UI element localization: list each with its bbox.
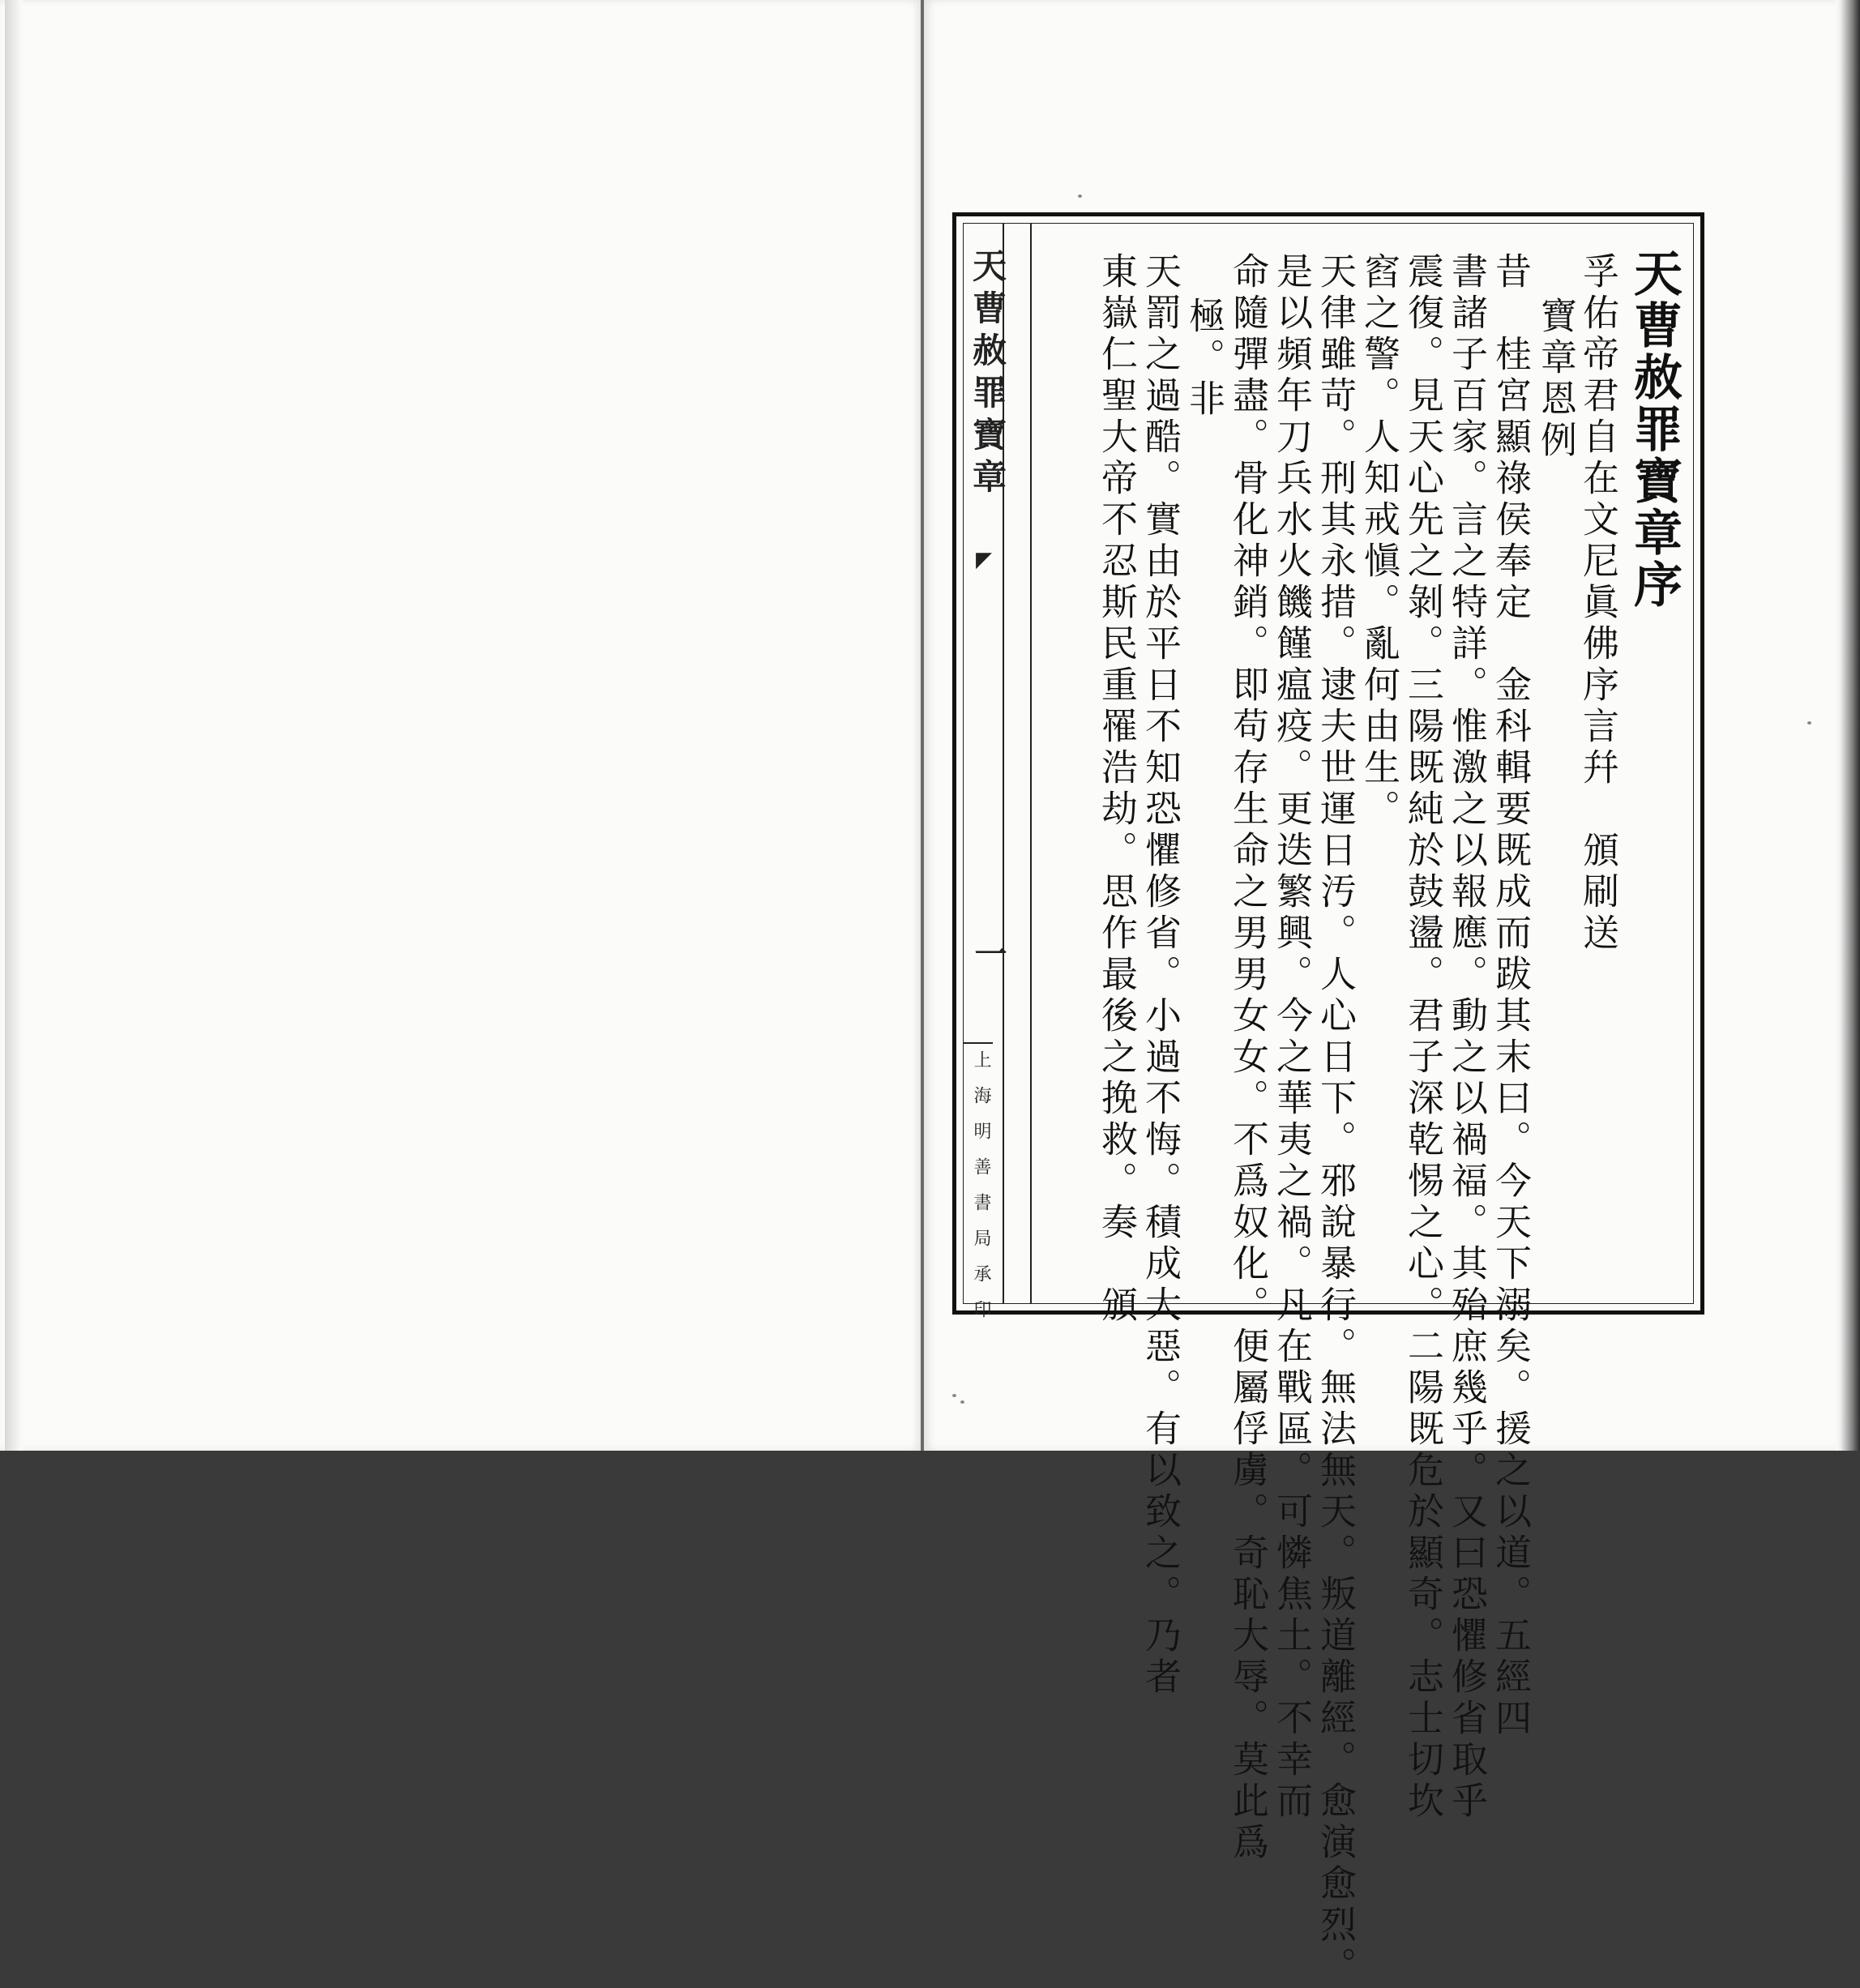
text-frame <box>952 212 1704 1988</box>
text-column: 震復。見天心先之剝。三陽既純於鼓盪。君子深乾惕之心。二陽既危於顯奇。志士切坎 <box>1401 252 1444 1823</box>
text-column: 極。非 <box>1182 297 1225 421</box>
text-column: 昔 桂宮顯祿侯奉定 金科輯要既成而跋其末曰。今天下溺矣。援之以道。五經四 <box>1489 252 1532 1740</box>
text-frame-inner <box>963 223 1694 1988</box>
text-column: 命隨彈盡。骨化神銷。即苟存生命之男男女女。不爲奴化。便屬俘虜。奇恥大辱。莫此爲 <box>1226 252 1269 1864</box>
banner-page-number: 一 <box>969 937 1007 969</box>
text-column: 東嶽仁聖大帝不忍斯民重罹浩劫。思作最後之挽救。奏 頒 <box>1095 252 1138 1327</box>
left-page <box>0 0 922 1451</box>
fishtail-mark: ◤ <box>972 548 996 572</box>
ink-speck <box>960 1400 964 1404</box>
text-column: 寶章恩例 <box>1534 297 1577 462</box>
banner-gutter-line <box>1030 224 1032 1303</box>
banner-printer: 上海明善書局承印 <box>971 1050 991 1336</box>
ink-speck <box>952 1394 956 1397</box>
text-column: 窞之警。人知戒愼。亂何由生。 <box>1358 252 1400 831</box>
banner-book-title: 天曹赦罪寶章 <box>968 248 1007 501</box>
right-page-edge <box>1836 0 1860 1451</box>
left-page-edge <box>5 0 23 1451</box>
ink-speck <box>1078 195 1082 198</box>
text-column: 是以頻年刀兵水火饑饉瘟疫。更迭繁興。今之華夷之禍。凡在戰區。可憐焦土。不幸而 <box>1270 252 1313 1823</box>
text-column: 書諸子百家。言之特詳。惟激之以報應。動之以禍福。其殆庶幾乎。又曰恐懼修省取乎 <box>1445 252 1488 1823</box>
text-column: 孚佑帝君自在文尼眞佛序言幷 頒刷送 <box>1576 252 1619 955</box>
ink-speck <box>1807 721 1811 725</box>
text-column: 天罰之過酷。實由於平日不知恐懼修省。小過不悔。積成大惡。有以致之。乃者 <box>1139 252 1182 1699</box>
document-title: 天曹赦罪寶章序 <box>1626 248 1683 611</box>
text-column: 天律雖苛。刑其永措。逮夫世運日汚。人心日下。邪說暴行。無法無天。叛道離經。愈演愈烈。 <box>1314 252 1357 1988</box>
